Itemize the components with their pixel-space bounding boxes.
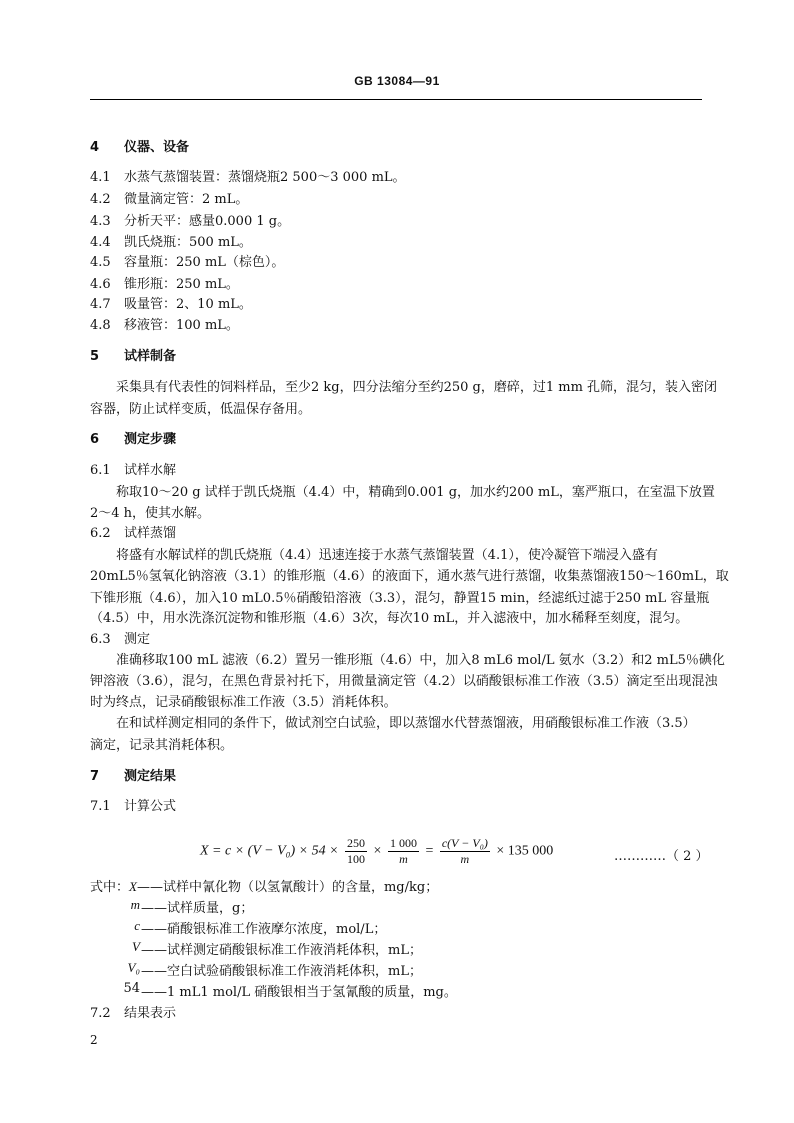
section-6-heading: 6 测定步骤	[90, 432, 177, 447]
paragraph-line: 采集具有代表性的饲料样品，至少2 kg，四分法缩分至约250 g，磨碎，过1 mm 孔筛，混匀，装入密闭	[116, 380, 718, 395]
list-item: 4.7 吸量管：2、10 mL。	[90, 297, 252, 312]
list-item: 4.6 锥形瓶：250 mL。	[90, 277, 239, 292]
paragraph-line: 准确移取100 mL 滤液（6.2）置另一锥形瓶（4.6）中，加入8 mL6 mol/L 氨水（3.2）和2 mL5％碘化	[116, 653, 725, 668]
paragraph-line: 时为终点，记录硝酸银标准工作液（3.5）消耗体积。	[90, 695, 397, 710]
paragraph-line: 将盛有水解试样的凯氏烧瓶（4.4）迅速连接于水蒸气蒸馏装置（4.1），使冷凝管下端浸入盛有	[116, 548, 658, 563]
subsection-heading: 6.1 试样水解	[90, 463, 177, 478]
paragraph-line: （4.5）中，用水洗涤沉淀物和锥形瓶（4.6）3次，每次10 mL，并入滤液中，加水稀释至刻度，混匀。	[90, 611, 689, 626]
variable-symbol: c	[134, 918, 140, 933]
subsection-heading: 7.2 结果表示	[90, 1006, 177, 1021]
header-divider	[90, 99, 702, 100]
subsection-heading: 6.3 测定	[90, 632, 151, 647]
variable-symbol: 54	[123, 981, 140, 996]
paragraph-line: 在和试样测定相同的条件下，做试剂空白试验，即以蒸馏水代替蒸馏液，用硝酸银标准工作液（3.5）	[116, 716, 696, 731]
variable-description: ——硝酸银标准工作液摩尔浓度，mol/L；	[141, 922, 387, 937]
variable-symbol: V₀	[127, 960, 140, 975]
variable-symbol: m	[130, 897, 140, 912]
list-item: 4.5 容量瓶：250 mL（棕色）。	[90, 255, 285, 270]
variable-description: ——空白试验硝酸银标准工作液消耗体积，mL；	[141, 964, 422, 979]
standard-number: GB 13084—91	[354, 74, 440, 88]
paragraph-line: 滴定，记录其消耗体积。	[90, 738, 234, 753]
variable-symbol: V	[132, 939, 140, 954]
fraction: $\frac{\text{c(V − V₀)}}{m}$	[441, 836, 488, 866]
section-5-heading: 5 试样制备	[90, 349, 177, 364]
list-item: 4.4 凯氏烧瓶：500 mL。	[90, 235, 252, 250]
list-item: 4.8 移液管：100 mL。	[90, 318, 239, 333]
section-title: 仪器、设备	[124, 140, 190, 155]
formula-lhs: X = c × (V − V₀) × 54 ×	[200, 843, 339, 859]
fraction: $\frac{250}{100}$	[347, 836, 366, 866]
section-number: 4	[90, 140, 100, 155]
paragraph-line: 容器，防止试样变质，低温保存备用。	[90, 402, 312, 417]
subsection-heading: 7.1 计算公式	[90, 799, 177, 814]
formula: X = c × (V − V₀) × 54 × $\frac{250}{100}$ × $\frac{1 000}{m}$ = $\frac{\text{c(V − V₀)}}{m}$ × 135 000	[200, 836, 554, 866]
variable-description: ——试样测定硝酸银标准工作液消耗体积，mL；	[141, 943, 422, 958]
paragraph-line: 下锥形瓶（4.6），加入10 mL0.5％硝酸铅溶液（3.3），混匀，静置15 min，经滤纸过滤于250 mL 容量瓶	[90, 591, 710, 606]
subsection-heading: 6.2 试样蒸馏	[90, 526, 177, 541]
page-number: 2	[90, 1033, 98, 1047]
list-item: 4.3 分析天平：感量0.000 1 g。	[90, 214, 291, 229]
list-item: 4.2 微量滴定管：2 mL。	[90, 192, 249, 207]
paragraph-line: 称取10～20 g 试样于凯氏烧瓶（4.4）中，精确到0.001 g，加水约200 mL，塞严瓶口，在室温下放置	[116, 485, 715, 500]
list-item: 4.1 水蒸气蒸馏装置：蒸馏烧瓶2 500～3 000 mL。	[90, 170, 406, 185]
fraction: $\frac{1 000}{m}$	[389, 836, 417, 866]
equation-number: …………（ 2 ）	[614, 849, 709, 864]
paragraph-line: 20mL5％氢氧化钠溶液（3.1）的锥形瓶（4.6）的液面下，通水蒸气进行蒸馏，收集蒸馏液150～160mL，取	[90, 569, 729, 584]
variable-definition: 式中：X——试样中氰化物（以氢氰酸计）的含量，mg/kg；	[90, 879, 439, 895]
paragraph-line: 2～4 h，使其水解。	[90, 506, 211, 521]
paragraph-line: 钾溶液（3.6），混匀，在黑色背景衬托下，用微量滴定管（4.2）以硝酸银标准工作液（3.5）滴定至出现混浊	[90, 674, 718, 689]
section-4-heading	[90, 136, 189, 155]
variable-description: ——1 mL1 mol/L 硝酸银相当于氢氰酸的质量，mg。	[141, 985, 457, 1000]
section-7-heading: 7 测定结果	[90, 769, 177, 784]
variable-description: ——试样质量，g；	[141, 901, 254, 916]
